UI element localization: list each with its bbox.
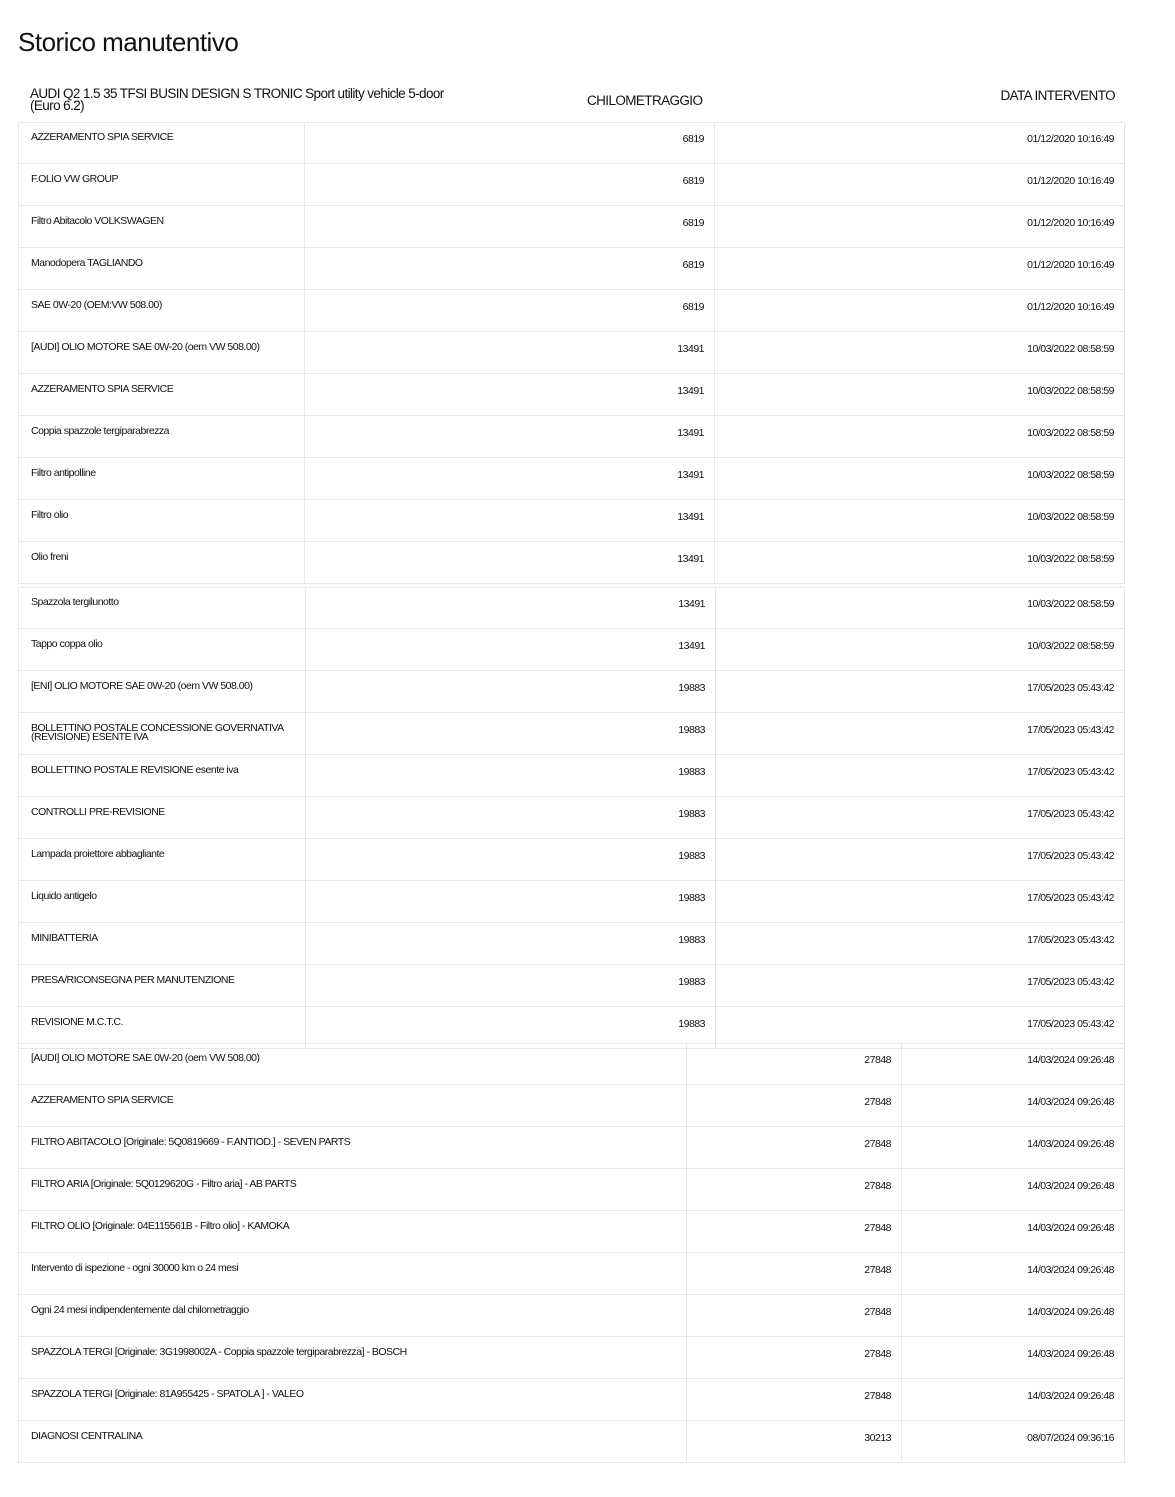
mileage-cell: 19883	[305, 713, 715, 754]
date-cell: 17/05/2023 05:43:42	[715, 1007, 1125, 1048]
mileage-cell: 27848	[686, 1211, 901, 1252]
date-cell: 01/12/2020 10:16:49	[714, 206, 1125, 247]
intervention-description: SPAZZOLA TERGI [Originale: 3G1998002A - Coppia spazzole tergiparabrezza] - BOSCH	[18, 1337, 686, 1378]
table-row	[18, 206, 1125, 248]
mileage-cell: 13491	[304, 374, 714, 415]
table-row	[18, 587, 1125, 629]
intervention-description: Filtro Abitacolo VOLKSWAGEN	[18, 206, 304, 247]
section-top-border	[18, 1043, 1125, 1044]
table-header	[18, 84, 1125, 120]
table-row	[18, 1211, 1125, 1253]
mileage-cell: 19883	[305, 671, 715, 712]
section-top-border	[18, 587, 1125, 588]
mileage-cell: 6819	[304, 206, 714, 247]
date-cell: 14/03/2024 09:26:48	[901, 1295, 1125, 1336]
date-cell: 10/03/2022 08:58:59	[715, 587, 1125, 628]
intervention-description: [AUDI] OLIO MOTORE SAE 0W-20 (oem VW 508.00)	[18, 332, 304, 373]
page-title: Storico manutentivo	[18, 27, 239, 57]
table-row	[18, 755, 1125, 797]
mileage-cell: 13491	[304, 458, 714, 499]
mileage-cell: 13491	[305, 629, 715, 670]
intervention-description: Intervento di ispezione - ogni 30000 km o 24 mesi	[18, 1253, 686, 1294]
date-cell: 10/03/2022 08:58:59	[714, 374, 1125, 415]
table-row	[18, 290, 1125, 332]
date-cell: 17/05/2023 05:43:42	[715, 839, 1125, 880]
date-cell: 01/12/2020 10:16:49	[714, 290, 1125, 331]
date-cell: 08/07/2024 09:36:16	[901, 1421, 1125, 1462]
mileage-cell: 13491	[304, 500, 714, 541]
date-cell: 14/03/2024 09:26:48	[901, 1211, 1125, 1252]
table-row	[18, 248, 1125, 290]
mileage-cell: 30213	[686, 1421, 901, 1462]
intervention-description: Filtro olio	[18, 500, 304, 541]
date-cell: 17/05/2023 05:43:42	[715, 881, 1125, 922]
table-row	[18, 671, 1125, 713]
intervention-description: SPAZZOLA TERGI [Originale: 81A955425 - SPATOLA ] - VALEO	[18, 1379, 686, 1420]
date-cell: 10/03/2022 08:58:59	[714, 542, 1125, 583]
date-cell: 01/12/2020 10:16:49	[714, 164, 1125, 205]
mileage-cell: 13491	[304, 542, 714, 583]
intervention-description: Filtro antipolline	[18, 458, 304, 499]
intervention-description: PRESA/RICONSEGNA PER MANUTENZIONE	[18, 965, 305, 1006]
table-row	[18, 923, 1125, 965]
intervention-description: F.OLIO VW GROUP	[18, 164, 304, 205]
intervention-description: CONTROLLI PRE-REVISIONE	[18, 797, 305, 838]
intervention-description: Lampada proiettore abbagliante	[18, 839, 305, 880]
intervention-description: DIAGNOSI CENTRALINA	[18, 1421, 686, 1462]
table-row	[18, 374, 1125, 416]
intervention-description: Coppia spazzole tergiparabrezza	[18, 416, 304, 457]
mileage-cell: 27848	[686, 1043, 901, 1084]
mileage-cell: 13491	[304, 332, 714, 373]
mileage-cell: 27848	[686, 1337, 901, 1378]
mileage-cell: 19883	[305, 1007, 715, 1048]
mileage-cell: 6819	[304, 164, 714, 205]
table-row	[18, 458, 1125, 500]
mileage-cell: 27848	[686, 1169, 901, 1210]
date-cell: 10/03/2022 08:58:59	[714, 332, 1125, 373]
intervention-description: BOLLETTINO POSTALE CONCESSIONE GOVERNATIVA (REVISIONE) ESENTE IVA	[18, 713, 305, 754]
date-cell: 14/03/2024 09:26:48	[901, 1253, 1125, 1294]
intervention-description: FILTRO OLIO [Originale: 04E115561B - Filtro olio] - KAMOKA	[18, 1211, 686, 1252]
intervention-description: FILTRO ARIA [Originale: 5Q0129620G - Filtro aria] - AB PARTS	[18, 1169, 686, 1210]
intervention-description: Spazzola tergilunotto	[18, 587, 305, 628]
mileage-cell: 13491	[304, 416, 714, 457]
table-row	[18, 797, 1125, 839]
mileage-cell: 19883	[305, 839, 715, 880]
mileage-cell: 27848	[686, 1085, 901, 1126]
intervention-description: BOLLETTINO POSTALE REVISIONE esente iva	[18, 755, 305, 796]
table-row	[18, 1169, 1125, 1211]
table-row	[18, 1295, 1125, 1337]
intervention-description: FILTRO ABITACOLO [Originale: 5Q0819669 - F.ANTIOD.] - SEVEN PARTS	[18, 1127, 686, 1168]
date-cell: 10/03/2022 08:58:59	[714, 500, 1125, 541]
mileage-cell: 27848	[686, 1295, 901, 1336]
intervention-description: Olio freni	[18, 542, 304, 583]
mileage-cell: 6819	[304, 290, 714, 331]
table-row	[18, 965, 1125, 1007]
intervention-description: AZZERAMENTO SPIA SERVICE	[18, 374, 304, 415]
mileage-cell: 6819	[304, 248, 714, 289]
intervention-description: Liquido antigelo	[18, 881, 305, 922]
table-row	[18, 1421, 1125, 1463]
date-cell: 17/05/2023 05:43:42	[715, 965, 1125, 1006]
date-cell: 01/12/2020 10:16:49	[714, 122, 1125, 163]
mileage-cell: 27848	[686, 1379, 901, 1420]
intervention-description: [AUDI] OLIO MOTORE SAE 0W-20 (oem VW 508.00)	[18, 1043, 686, 1084]
intervention-description: [ENI] OLIO MOTORE SAE 0W-20 (oem VW 508.00)	[18, 671, 305, 712]
date-cell: 14/03/2024 09:26:48	[901, 1085, 1125, 1126]
mileage-cell: 13491	[305, 587, 715, 628]
mileage-cell: 27848	[686, 1127, 901, 1168]
table-row	[18, 839, 1125, 881]
intervention-description: Ogni 24 mesi indipendentemente dal chilometraggio	[18, 1295, 686, 1336]
table-row	[18, 1379, 1125, 1421]
intervention-description: SAE 0W-20 (OEM:VW 508.00)	[18, 290, 304, 331]
date-cell: 17/05/2023 05:43:42	[715, 923, 1125, 964]
date-cell: 14/03/2024 09:26:48	[901, 1127, 1125, 1168]
section-top-border	[18, 122, 1125, 123]
table-row	[18, 881, 1125, 923]
date-cell: 10/03/2022 08:58:59	[714, 458, 1125, 499]
mileage-cell: 27848	[686, 1253, 901, 1294]
date-cell: 01/12/2020 10:16:49	[714, 248, 1125, 289]
km-column-header: CHILOMETRAGGIO	[587, 93, 703, 108]
date-cell: 14/03/2024 09:26:48	[901, 1379, 1125, 1420]
table-row	[18, 500, 1125, 542]
intervention-description: REVISIONE M.C.T.C.	[18, 1007, 305, 1048]
intervention-description: AZZERAMENTO SPIA SERVICE	[18, 1085, 686, 1126]
date-column-header: DATA INTERVENTO	[1000, 88, 1115, 103]
date-cell: 17/05/2023 05:43:42	[715, 797, 1125, 838]
date-cell: 10/03/2022 08:58:59	[714, 416, 1125, 457]
table-row	[18, 332, 1125, 374]
date-cell: 14/03/2024 09:26:48	[901, 1043, 1125, 1084]
mileage-cell: 19883	[305, 881, 715, 922]
table-row	[18, 1127, 1125, 1169]
mileage-cell: 19883	[305, 965, 715, 1006]
table-row	[18, 542, 1125, 584]
date-cell: 14/03/2024 09:26:48	[901, 1337, 1125, 1378]
mileage-cell: 19883	[305, 797, 715, 838]
intervention-description: Tappo coppa olio	[18, 629, 305, 670]
intervention-description: MINIBATTERIA	[18, 923, 305, 964]
mileage-cell: 19883	[305, 923, 715, 964]
intervention-description: AZZERAMENTO SPIA SERVICE	[18, 122, 304, 163]
mileage-cell: 6819	[304, 122, 714, 163]
table-row	[18, 1043, 1125, 1085]
date-cell: 14/03/2024 09:26:48	[901, 1169, 1125, 1210]
table-row	[18, 122, 1125, 164]
table-row	[18, 629, 1125, 671]
date-cell: 17/05/2023 05:43:42	[715, 755, 1125, 796]
intervention-description: Manodopera TAGLIANDO	[18, 248, 304, 289]
table-row	[18, 713, 1125, 755]
date-cell: 17/05/2023 05:43:42	[715, 671, 1125, 712]
table-row	[18, 1253, 1125, 1295]
table-row	[18, 1337, 1125, 1379]
table-row	[18, 1085, 1125, 1127]
table-row	[18, 416, 1125, 458]
table-row	[18, 164, 1125, 206]
date-cell: 17/05/2023 05:43:42	[715, 713, 1125, 754]
date-cell: 10/03/2022 08:58:59	[715, 629, 1125, 670]
vehicle-description: AUDI Q2 1.5 35 TFSI BUSIN DESIGN S TRONIC Sport utility vehicle 5-door (Euro 6.2)	[30, 86, 444, 113]
mileage-cell: 19883	[305, 755, 715, 796]
